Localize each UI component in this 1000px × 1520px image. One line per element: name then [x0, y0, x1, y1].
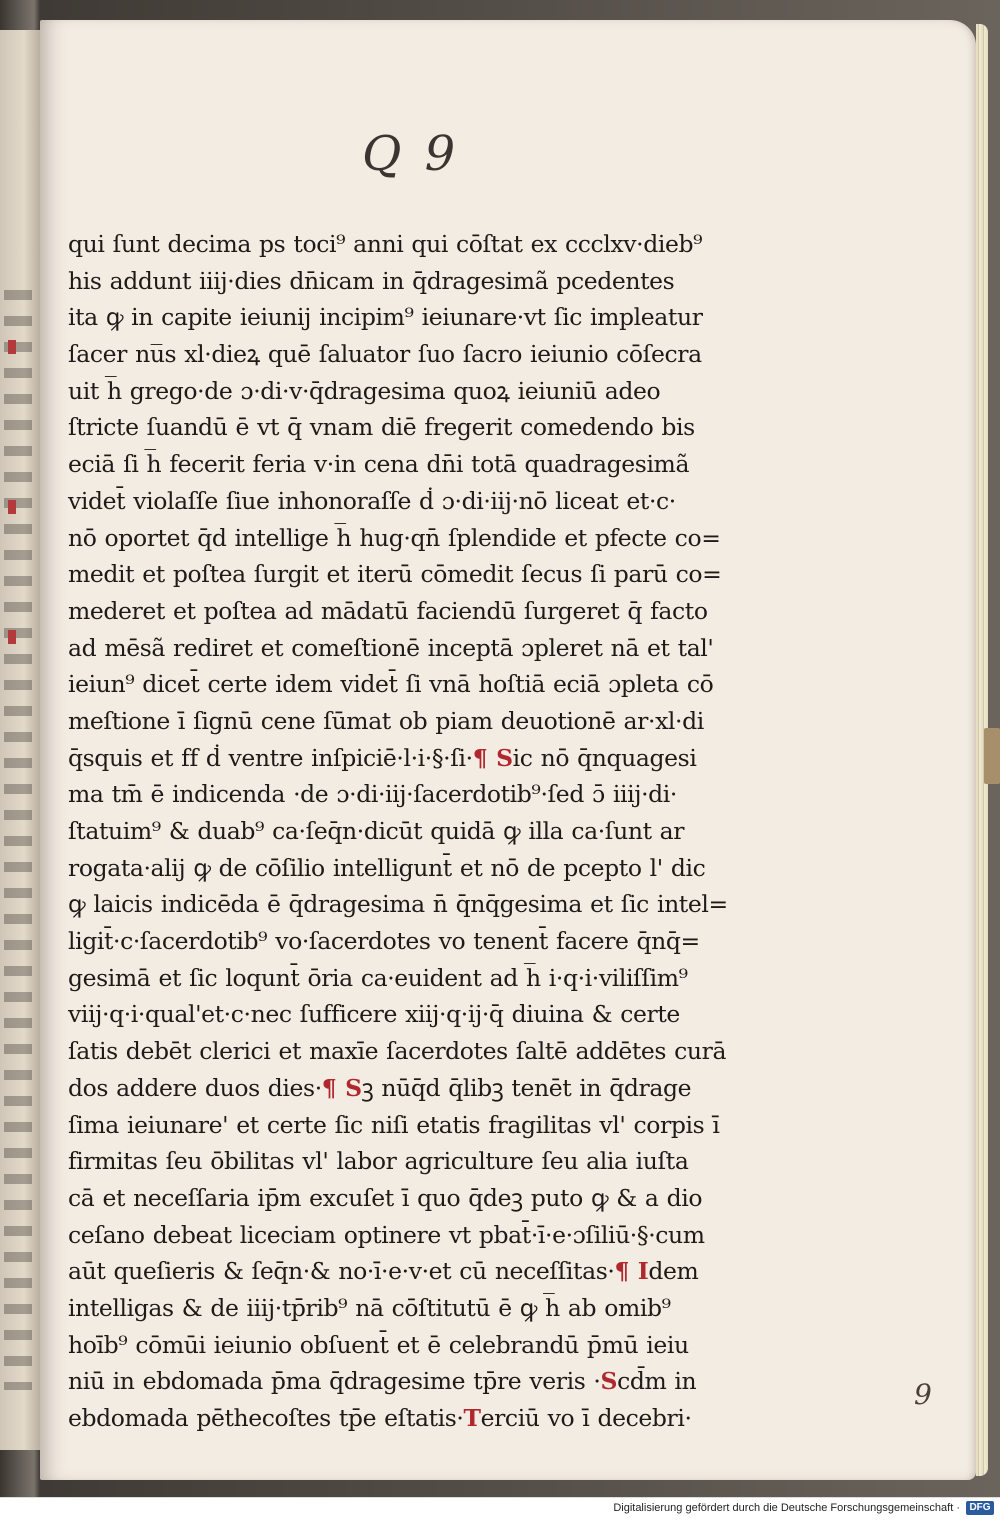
text-line — [68, 996, 680, 1033]
rubric-initial: T — [463, 1404, 481, 1432]
text-segment: nō oportet q̄d intellige h̅ hug·qn̄ ſplendide et pfecte co= — [68, 523, 721, 552]
previous-page-rubric — [8, 500, 16, 514]
text-segment: uit h̅ grego·de ɔ·di·v·q̄dragesima quoꝝ ieiuniū adeo — [68, 376, 661, 405]
text-line — [68, 666, 714, 703]
text-line — [68, 593, 708, 630]
bookmark-tab — [984, 728, 1000, 784]
text-line — [68, 960, 688, 997]
rubric-initial: ¶ I — [614, 1257, 649, 1286]
text-segment: ita ꝙ in capite ieiunij incipim⁹ ieiunare·vt ſic impleatur — [68, 303, 703, 332]
text-line — [68, 923, 700, 960]
previous-page-edge — [0, 30, 40, 1450]
text-segment: viij·q·i·qual'et·c·nec ſufficere xiij·q·ij·q̄ diuina & certe — [68, 1000, 680, 1029]
text-segment: cā et neceſſaria ip̄m excuſet ī quo q̄deꝫ puto ꝙ & a dio — [68, 1183, 703, 1212]
text-line — [68, 446, 690, 483]
text-line — [68, 373, 668, 410]
previous-page-text — [4, 290, 32, 1390]
rubric-initial: S — [600, 1367, 618, 1396]
text-segment: rogata·alij ꝙ de cōſilio intelligunt̄ et nō de pcepto l' dic — [68, 853, 706, 882]
text-segment: meſtione ī ſignū cene ſūmat ob piam deuotionē ar·xl·di — [68, 706, 704, 735]
text-segment: ic nō q̄nquagesi — [512, 743, 697, 772]
text-line — [68, 1180, 703, 1217]
previous-page-rubric — [8, 340, 16, 354]
text-line — [68, 1400, 692, 1437]
text-segment: medit et poſtea ſurgit et iterū cōmedit ſecus ſi parū co= — [68, 560, 722, 589]
text-segment: intelligas & de iiij·tp̄rib⁹ nā cōſtitutū ē ꝙ h̅ ab omib⁹ — [68, 1293, 671, 1322]
text-segment: ſtricte ſuandū ē vt q̄ vnam diē fregerit comedendo bis — [68, 413, 695, 442]
text-segment: ꝫ nūq̄d q̄libꝫ tenēt in q̄drage — [361, 1073, 692, 1102]
text-segment: mederet et poſtea ad mādatū faciendū ſurgeret q̄ facto — [68, 596, 708, 625]
text-segment: erciū vo ī decebri· — [480, 1404, 692, 1432]
text-segment: ſatis debēt clerici et maxīe ſacerdotes ſaltē addētes curā — [68, 1037, 727, 1066]
previous-page-rubric — [8, 630, 16, 644]
text-line — [68, 1290, 671, 1327]
text-line — [68, 1327, 689, 1364]
text-line — [68, 299, 703, 336]
text-line — [68, 886, 728, 923]
text-line — [68, 703, 704, 740]
text-segment: aūt queſieris & ſeq̄n·& no·ī·e·v·et cū neceſſitas· — [68, 1257, 615, 1286]
text-segment: eciā ſi h̅ fecerit feria v·in cena dn̄i totā quadragesimã — [68, 450, 690, 479]
text-line — [68, 776, 677, 813]
text-segment: ieiun⁹ dicet̄ certe idem videt̄ ſi vnā hoſtiā eciā ɔpleta cō — [68, 670, 714, 699]
text-segment: dem — [648, 1257, 699, 1286]
text-line — [68, 630, 714, 667]
text-line — [68, 1143, 689, 1180]
text-line — [68, 1253, 699, 1290]
text-segment: ad mēsã rediret et comeſtionē inceptā ɔpleret nā et tal' — [68, 633, 714, 662]
text-segment: ma tm̄ ē indicenda ·de ɔ·di·iij·ſacerdotib⁹·ſed ɔ̄ iiij·di· — [68, 780, 677, 809]
text-segment: ſima ieiunare' et certe ſic niſi etatis fragilitas vl' corpis ī — [68, 1110, 720, 1139]
main-text-column — [68, 226, 728, 1437]
text-line — [68, 813, 685, 850]
text-line — [68, 226, 703, 263]
text-line — [68, 1070, 692, 1107]
text-segment: videt̄ violaſſe ſiue inhonoraſſe ḋ ɔ·di·iij·nō liceat et·c· — [68, 486, 676, 515]
text-segment: gesimā et ſic loqunt̄ ōria ca·euident ad h̅ i·q·i·viliſſim⁹ — [68, 963, 688, 992]
text-line — [68, 850, 706, 887]
text-segment: ligit̄·c·ſacerdotib⁹ vo·ſacerdotes vo tenent̄ facere q̄nq̄= — [68, 927, 700, 956]
text-segment: ſacer nu̅s xl·dieꝝ quē ſaluator ſuo ſacro ieiunio cōſecra — [68, 340, 702, 369]
text-segment: ceſano debeat liceciam optinere vt pbat̄·ī·e·ɔſiliū·§·cum — [68, 1220, 705, 1249]
text-line — [68, 483, 676, 520]
text-segment: qui ſunt decima ps toci⁹ anni qui cōſtat ex ccclxv·dieb⁹ — [68, 230, 703, 258]
text-line — [68, 1363, 697, 1400]
text-line — [68, 1033, 727, 1070]
text-segment: niū in ebdomada p̄ma q̄dragesime tp̄re veris · — [68, 1367, 601, 1396]
text-segment: cd̄m in — [617, 1367, 697, 1396]
text-segment: ebdomada pēthecoſtes tp̄e eſtatis· — [68, 1404, 464, 1432]
text-line — [68, 1217, 705, 1254]
funding-credit: Digitalisierung gefördert durch die Deutsche Forschungsgemeinschaft · — [613, 1502, 960, 1514]
rubric-initial: ¶ S — [321, 1073, 362, 1102]
text-line — [68, 409, 695, 446]
text-segment: hoīb⁹ cōmūi ieiunio obſuent̄ et ē celebrandū p̄mū ieiu — [68, 1330, 689, 1359]
text-segment: q̄squis et ff ḋ ventre inſpiciē·l·i·§·ſi· — [68, 743, 473, 772]
text-line — [68, 1107, 720, 1144]
text-segment: his addunt iiij·dies dn̄icam in q̄dragesimã pcedentes — [68, 266, 675, 295]
text-line — [68, 740, 697, 777]
text-segment: ꝙ laicis indicēda ē q̄dragesima n̄ q̄nq̄gesima et ſic intel= — [68, 890, 728, 919]
text-line — [68, 263, 675, 300]
footer-bar — [0, 1497, 1000, 1520]
text-segment: ſtatuim⁹ & duab⁹ ca·ſeq̄n·dicūt quidā ꝙ illa ca·ſunt ar — [68, 817, 685, 845]
text-line — [68, 556, 722, 593]
text-segment: dos addere duos dies· — [68, 1073, 322, 1102]
text-line — [68, 520, 721, 557]
handwritten-folio-bottom: 9 — [914, 1378, 932, 1411]
text-line — [68, 336, 702, 373]
text-segment: firmitas ſeu ōbilitas vl' labor agriculture ſeu alia iuſta — [68, 1147, 689, 1176]
dfg-logo: DFG — [966, 1501, 994, 1515]
handwritten-folio-top: Q 9 — [362, 126, 460, 182]
rubric-initial: ¶ S — [472, 743, 513, 772]
